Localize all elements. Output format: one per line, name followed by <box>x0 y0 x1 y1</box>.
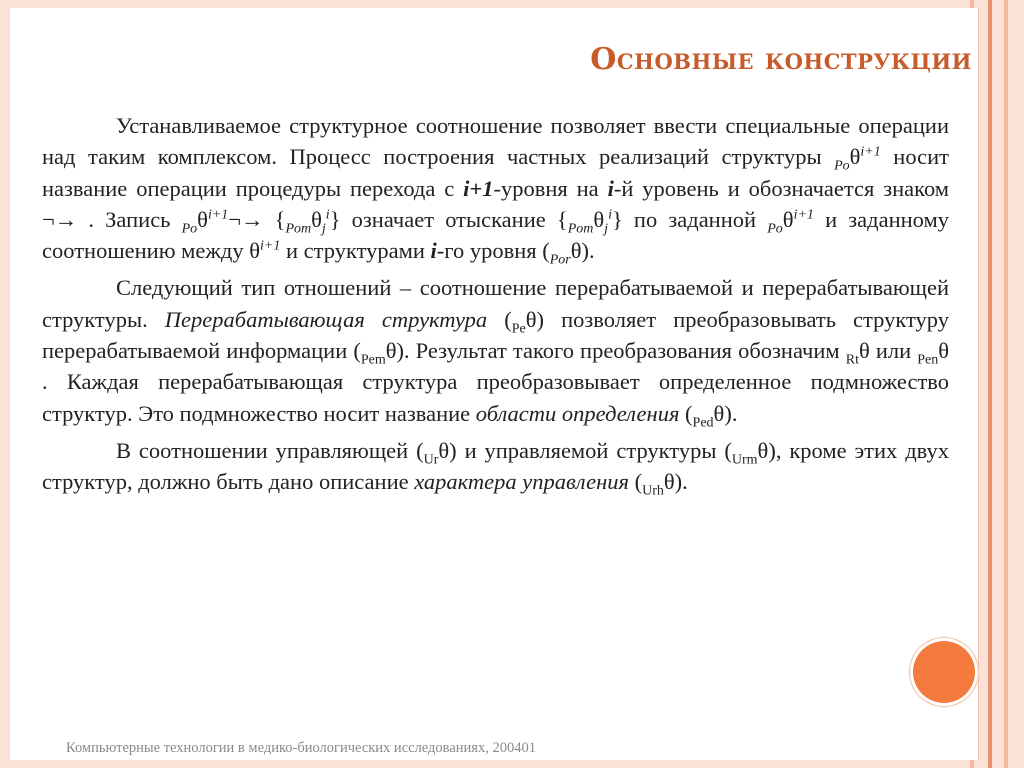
paragraph-3: В соотношении управляющей $(_{Ur}\theta)$ и управляемой структуры $(_{Urm}\theta)$, кроме этих двух структур, должно быть дано описание характера управления $(_{Urh}\theta)$. <box>42 437 949 499</box>
paragraph-2: Следующий тип отношений – соотношение перерабатываемой и перерабатывающей структуры. Перерабатывающая структура $(_{Pe}\theta)$ позволяет преобразовывать структуру перерабатываемой информации $(_{Pem}\theta)$. Результат такого преобразования обозначим $_{Rt}$θ или $_{Pen}$θ . Каждая перерабатывающая структура преобразовывает определенное подмножество структур. Это подмножество носит название области определения $(_{Ped}\theta)$. <box>42 275 950 431</box>
slide-body <box>42 110 949 504</box>
decorative-circle <box>913 641 975 703</box>
slide-footer: Компьютерные технологии в медико-биологических исследованиях, 200401 <box>66 740 536 756</box>
slide-title: Основные конструкции <box>590 42 972 77</box>
paragraph-1: Устанавливаемое структурное соотношение позволяет ввести специальные операции над таким комплексом. Процесс построения частных реализаций структуры $_{Po}\theta^{i+1}$ носит название операции процедуры перехода с i+1-уровня на i-й уровень и обозначается знаком ¬→ . Запись $_{Po}\theta^{i+1}\neg\to \{_{Pom}\theta_j^i\}$ означает отыскание $\{_{Pom}\theta_j^i\}$ по заданной $_{Po}\theta^{i+1}$ и заданному соотношению между $\theta^{i+1}$ и структурами i-го уровня $(_{Por}\theta)$. <box>42 113 949 268</box>
